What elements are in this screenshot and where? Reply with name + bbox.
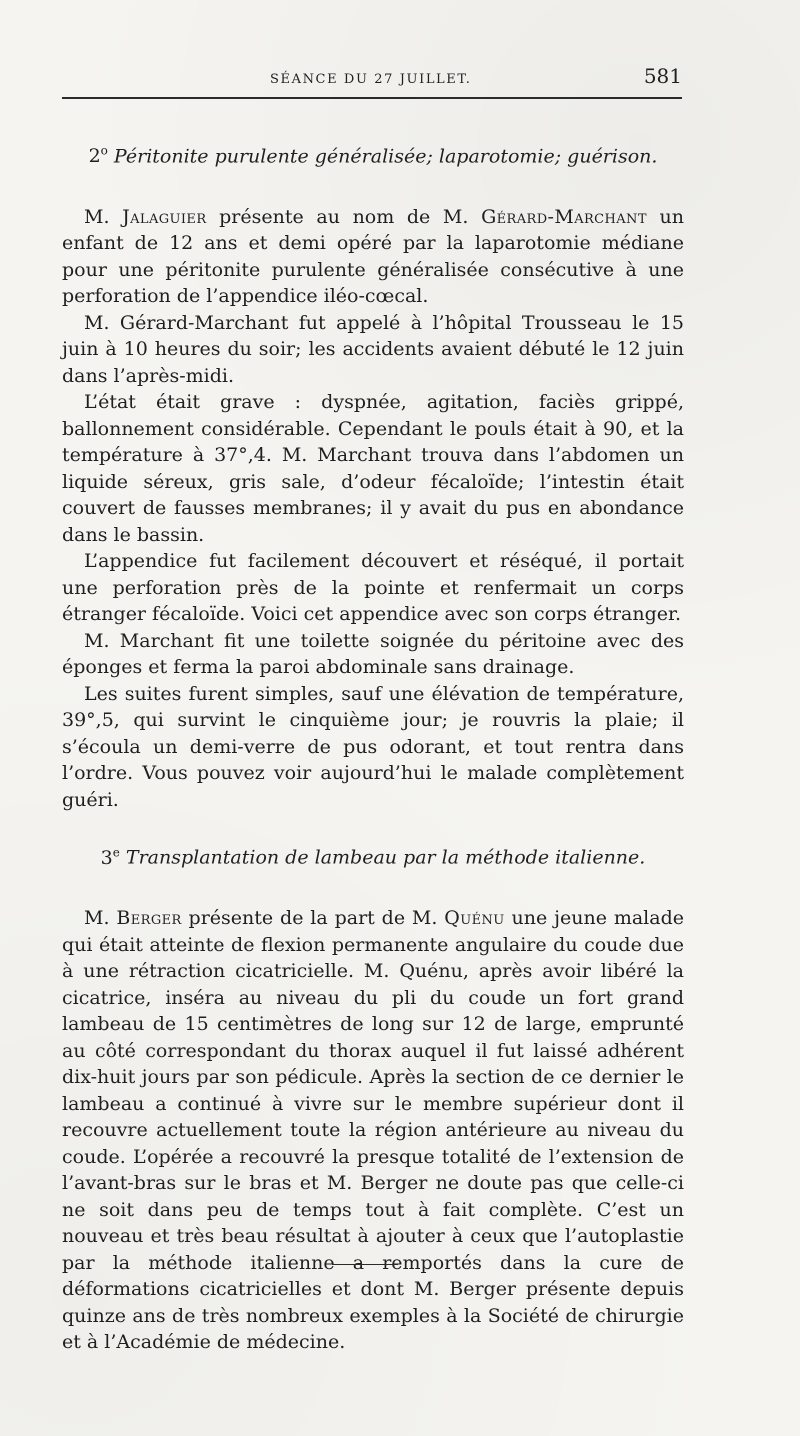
paragraph: L’appendice fut facilement découvert et réséqué, il portait une perforation près de la pointe et renfermait un corps étranger fécaloïde. Voici cet appendice avec son corps étranger. <box>62 550 684 626</box>
paragraph: Les suites furent simples, sauf une élévation de température, 39°,5, qui survint le cinquième jour; je rouvris la plaie; il s’écoula un demi-verre de pus odorant, et tout rentra dans l’ordre. Vous pouvez voir aujourd’hui le malade complètement guéri. <box>62 682 684 811</box>
paragraph: M. Jalaguier présente au nom de M. Gérard-Marchant un enfant de 12 ans et demi opéré par la laparotomie médiane pour une péritonite purulente généralisée consécutive à une perforation de l’appendice iléo-cœcal. <box>62 205 684 308</box>
author-name: Berger <box>116 907 182 930</box>
section-spacer <box>62 813 684 839</box>
paragraph: M. Marchant fit une toilette soignée du péritoine avec des éponges et ferma la paroi abdominale sans drainage. <box>62 629 684 679</box>
author-name: Quénu <box>444 907 505 930</box>
paragraph: M. Berger présente de la part de M. Quénu une jeune malade qui était atteinte de flexion permanente angulaire du coude due à une rétraction cicatricielle. M. Quénu, après avoir libéré la cicatrice, inséra au niveau du pli du coude un fort grand lambeau de 15 centimètres de long sur 12 de large, emprunté au côté correspondant du thorax auquel il fut laissé adhérent dix-huit jours par son pédicule. Après la section de ce dernier le lambeau a continué à vivre sur le membre supérieur dont il recouvre actuellement toute la région antérieure au niveau du coude. L’opérée a recouvré la presque totalité de l’extension de l’avant-bras sur le bras et M. Berger ne doute pas que celle-ci ne soit dans peu de temps tout à fait complète. C’est un nouveau et très beau résultat à ajouter à ceux que l’autoplastie par la méthode italienne a remportés dans la cure de déformations cicatricielles et dont M. Berger présente depuis quinze ans de très nombreux exemples à la Société de chirurgie et à l’Académie de médecine. <box>62 907 684 1354</box>
author-name: Jalaguier <box>122 205 207 228</box>
author-name: Gérard-Marchant <box>481 205 647 228</box>
end-rule <box>332 1264 398 1265</box>
running-title: SÉANCE DU 27 JUILLET. <box>270 72 472 87</box>
page-header <box>62 62 682 96</box>
section-title-text: Transplantation de lambeau par la méthode italienne. <box>119 846 646 869</box>
section-title-peritonite <box>62 138 684 170</box>
section-number: 2$^o$ <box>88 144 108 168</box>
page-number: 581 <box>643 64 682 88</box>
section-title-transplantation <box>62 839 684 871</box>
paragraph: L’état était grave : dyspnée, agitation, faciès grippé, ballonnement considérable. Cependant le pouls était à 90, et la température à 37°,4. M. Marchant trouva dans l’abdomen un liquide séreux, gris sale, d’odeur fécaloïde; l’intestin était couvert de fausses membranes; il y avait du pus en abondance dans le bassin. <box>62 391 684 546</box>
section-title-text: Péritonite purulente généralisée; laparotomie; guérison. <box>107 145 658 168</box>
paragraph: M. Gérard-Marchant fut appelé à l’hôpital Trousseau le 15 juin à 10 heures du soir; les accidents avaient débuté le 12 juin dans l’après-midi. <box>62 311 684 387</box>
article-body <box>62 138 684 1356</box>
header-rule <box>62 97 682 99</box>
section-number: 3e <box>100 845 120 869</box>
